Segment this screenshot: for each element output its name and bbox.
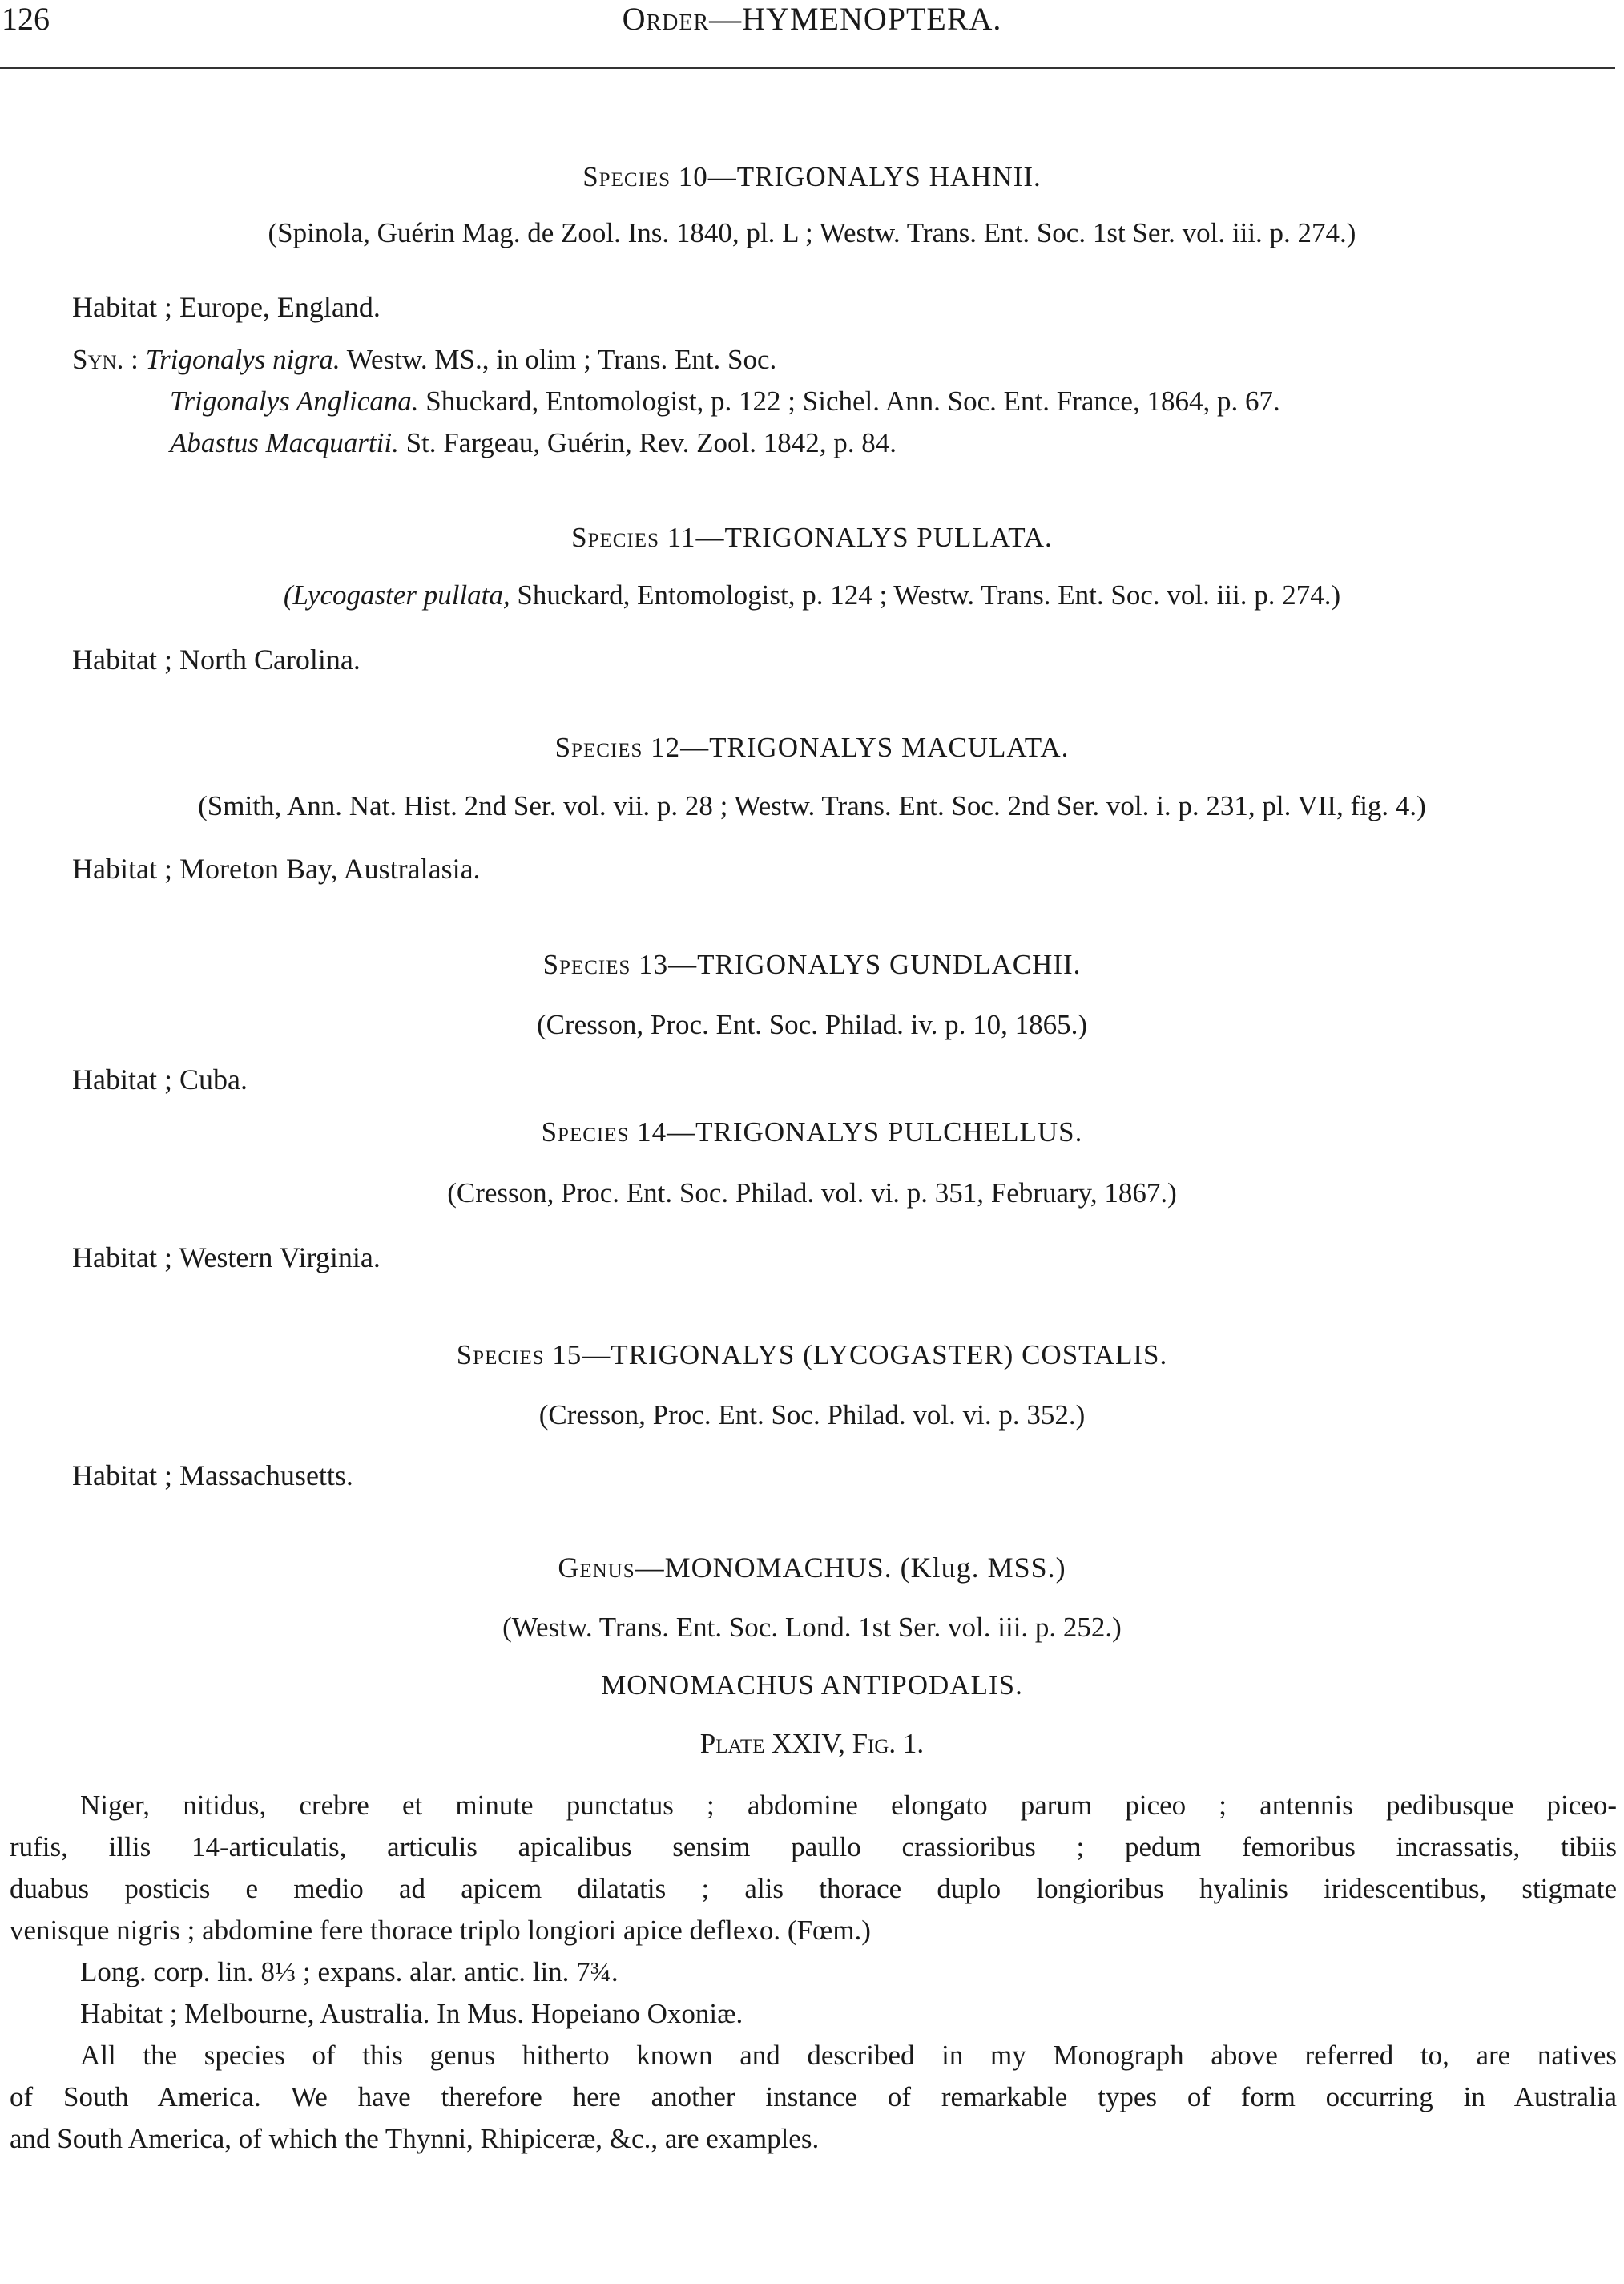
species-13-habitat: Habitat ; Cuba. [72, 1063, 248, 1096]
synonym-line: Abastus Macquartii. St. Fargeau, Guérin, Rev. Zool. 1842, p. 84. [170, 427, 897, 458]
species-14-heading: Species 14—TRIGONALYS PULCHELLUS. [541, 1116, 1083, 1148]
species-13-reference: (Cresson, Proc. Ent. Soc. Philad. iv. p. 10, 1865.) [537, 1009, 1087, 1040]
species-12-habitat: Habitat ; Moreton Bay, Australasia. [72, 853, 481, 885]
species-10-habitat: Habitat ; Europe, England. [72, 291, 381, 323]
synonyms-first-line: Syn. : Trigonalys nigra. Westw. MS., in olim ; Trans. Ent. Soc. [72, 344, 777, 375]
species-14-reference: (Cresson, Proc. Ent. Soc. Philad. vol. vi. p. 351, February, 1867.) [447, 1177, 1177, 1209]
species-11-reference: (Lycogaster pullata, Shuckard, Entomologist, p. 124 ; Westw. Trans. Ent. Soc. vol. iii. p. 274.) [283, 579, 1341, 611]
page-number: 126 [2, 1, 50, 37]
genus-heading: Genus—MONOMACHUS. (Klug. MSS.) [558, 1552, 1066, 1584]
description-line: duabus posticis e medio ad apicem dilatatis ; alis thorace duplo longioribus hyalinis iridescentibus, stigmate [10, 1873, 1617, 1904]
remarks-line: All the species of this genus hitherto known and described in my Monograph above referred to, are natives [80, 2040, 1617, 2071]
description-line: venisque nigris ; abdomine fere thorace triplo longiori apice deflexo. (Fœm.) [10, 1915, 871, 1946]
species-10-heading: Species 10—TRIGONALYS HAHNII. [582, 161, 1042, 192]
species-12-heading: Species 12—TRIGONALYS MACULATA. [554, 732, 1070, 763]
species-15-habitat: Habitat ; Massachusetts. [72, 1459, 353, 1491]
specimen-habitat: Habitat ; Melbourne, Australia. In Mus. Hopeiano Oxoniæ. [80, 1998, 743, 2029]
measurements: Long. corp. lin. 8⅓ ; expans. alar. antic. lin. 7¾. [80, 1956, 619, 1987]
description-line: rufis, illis 14-articulatis, articulis apicalibus sensim paullo crassioribus ; pedum femoribus incrassatis, tibiis [10, 1831, 1617, 1862]
species-11-habitat: Habitat ; North Carolina. [72, 644, 361, 676]
species-15-reference: (Cresson, Proc. Ent. Soc. Philad. vol. vi. p. 352.) [538, 1399, 1086, 1431]
species-13-heading: Species 13—TRIGONALYS GUNDLACHII. [542, 949, 1082, 980]
species-14-habitat: Habitat ; Western Virginia. [72, 1241, 381, 1273]
species-15-heading: Species 15—TRIGONALYS (LYCOGASTER) COSTALIS. [456, 1339, 1168, 1370]
header-rule [0, 67, 1615, 69]
description-line: Niger, nitidus, crebre et minute punctatus ; abdomine elongato parum piceo ; antennis pedibusque piceo- [80, 1790, 1617, 1821]
remarks-line: of South America. We have therefore here another instance of remarkable types of form occurring in Australia [10, 2081, 1617, 2112]
order-title: Order—HYMENOPTERA. [622, 1, 1002, 37]
plate-reference: Plate XXIV, Fig. 1. [699, 1728, 925, 1759]
species-12-reference: (Smith, Ann. Nat. Hist. 2nd Ser. vol. vii. p. 28 ; Westw. Trans. Ent. Soc. 2nd Ser. vol. i. p. 231, pl. VII, fig. 4.) [198, 790, 1426, 821]
synonym-line: Trigonalys Anglicana. Shuckard, Entomologist, p. 122 ; Sichel. Ann. Soc. Ent. France, 1864, p. 67. [170, 385, 1280, 417]
remarks-line: and South America, of which the Thynni, Rhipiceræ, &c., are examples. [10, 2123, 820, 2154]
running-head [0, 0, 1624, 48]
genus-reference: (Westw. Trans. Ent. Soc. Lond. 1st Ser. vol. iii. p. 252.) [502, 1612, 1122, 1643]
genus-species-title: MONOMACHUS ANTIPODALIS. [601, 1669, 1023, 1701]
species-10-reference: (Spinola, Guérin Mag. de Zool. Ins. 1840, pl. L ; Westw. Trans. Ent. Soc. 1st Ser. vol. iii. p. 274.) [268, 217, 1356, 248]
species-11-heading: Species 11—TRIGONALYS PULLATA. [571, 522, 1053, 553]
